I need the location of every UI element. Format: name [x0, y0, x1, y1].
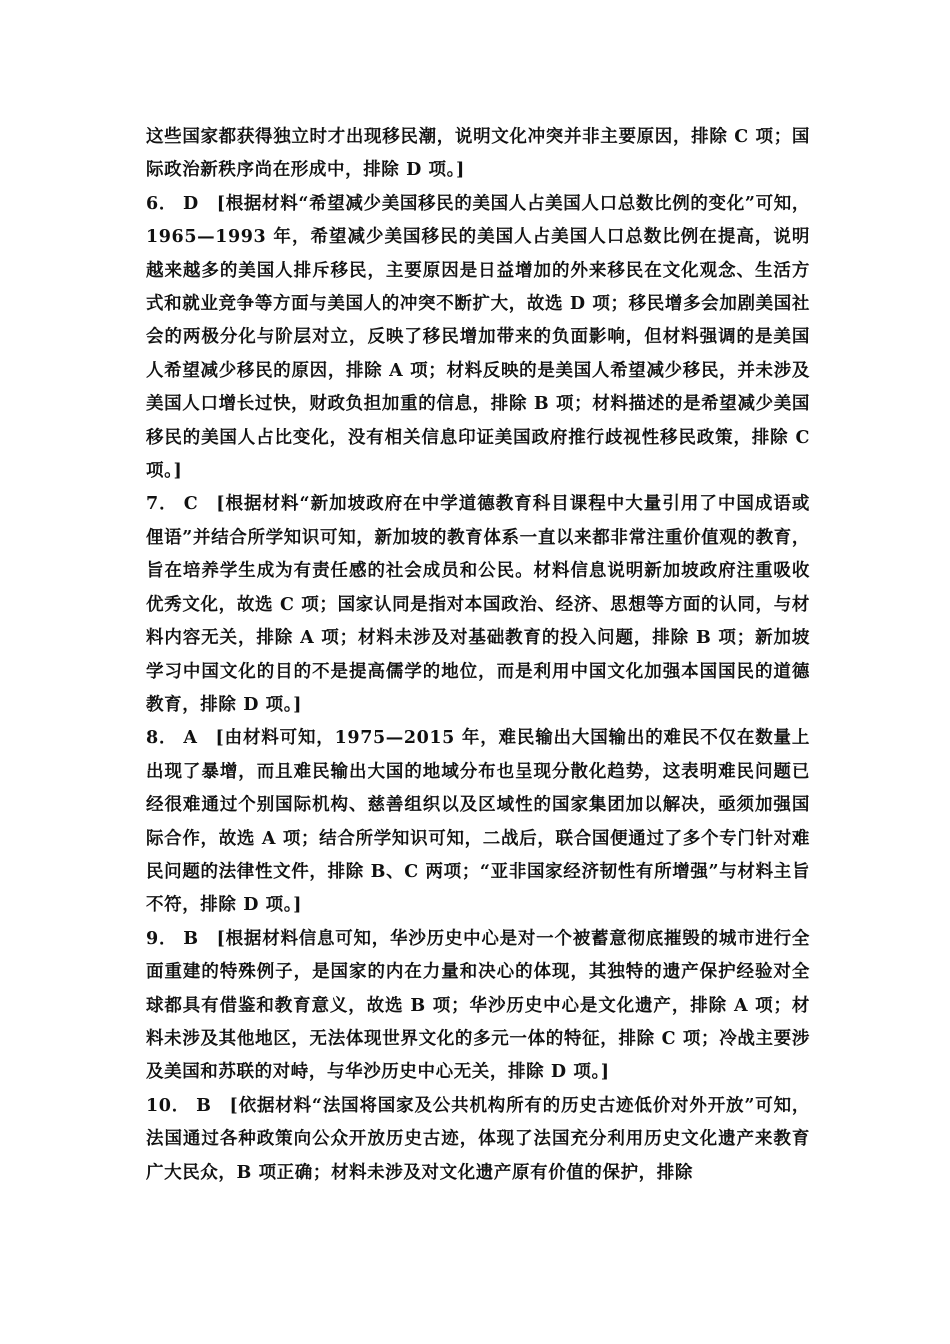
- answer-7-number: 7．: [146, 494, 178, 515]
- answer-9-explanation: [根据材料信息可知，华沙历史中心是对一个被蓄意彻底摧毁的城市进行全面重建的特殊例子，是国家的内在力量和决心的体现，其独特的遗产保护经验对全球都具有借鉴和教育意义，故选 B 项；华沙历史中心是文化遗产，排除 A 项；材料未涉及其他地区，无法体现世界文化的多元一体的特征，排除 C 项；冷战主要涉及美国和苏联的对峙，与华沙历史中心无关，排除 D 项。]: [146, 928, 810, 1083]
- answer-8-number: 8．: [146, 728, 178, 749]
- answer-6: [146, 188, 810, 489]
- answer-6-letter: D: [183, 193, 199, 214]
- answer-10-letter: B: [196, 1095, 212, 1116]
- answer-10-explanation: [依据材料“法国将国家及公共机构所有的历史古迹低价对外开放”可知，法国通过各种政策向公众开放历史古迹，体现了法国充分利用历史文化遗产来教育广大民众，B 项正确；材料未涉及对文化遗产原有价值的保护，排除: [146, 1095, 810, 1183]
- answer-8: [146, 722, 810, 922]
- answer-10: [146, 1090, 810, 1190]
- answer-9-number: 9．: [146, 928, 178, 949]
- answer-7: [146, 488, 810, 722]
- answer-6-explanation: [根据材料“希望减少美国移民的美国人占美国人口总数比例的变化”可知，1965—1993 年，希望减少美国移民的美国人占美国人口总数比例在提高，说明越来越多的美国人排斥移民，主要原因是日益增加的外来移民在文化观念、生活方式和就业竞争等方面与美国人的冲突不断扩大，故选 D 项；移民增多会加剧美国社会的两极分化与阶层对立，反映了移民增加带来的负面影响，但材料强调的是美国人希望减少移民的原因，排除 A 项；材料反映的是美国人希望减少移民，并未涉及美国人口增长过快，财政负担加重的信息，排除 B 项；材料描述的是希望减少美国移民的美国人占比变化，没有相关信息印证美国政府推行歧视性移民政策，排除 C 项。]: [146, 193, 810, 482]
- answer-8-letter: A: [183, 728, 198, 749]
- answer-explanations: [146, 121, 810, 1190]
- answer-7-explanation: [根据材料“新加坡政府在中学道德教育科目课程中大量引用了中国成语或俚语”并结合所学知识可知，新加坡的教育体系一直以来都非常注重价值观的教育，旨在培养学生成为有责任感的社会成员和公民。材料信息说明新加坡政府注重吸收优秀文化，故选 C 项；国家认同是指对本国政治、经济、思想等方面的认同，与材料内容无关，排除 A 项；材料未涉及对基础教育的投入问题，排除 B 项；新加坡学习中国文化的目的不是提高儒学的地位，而是利用中国文化加强本国国民的道德教育，排除 D 项。]: [146, 494, 810, 715]
- answer-9: [146, 923, 810, 1090]
- answer-9-letter: B: [183, 928, 199, 949]
- continuation-paragraph: 这些国家都获得独立时才出现移民潮，说明文化冲突并非主要原因，排除 C 项；国际政治新秩序尚在形成中，排除 D 项。]: [146, 127, 810, 181]
- answer-10-number: 10．: [146, 1095, 191, 1116]
- answer-8-explanation: [由材料可知，1975—2015 年，难民输出大国输出的难民不仅在数量上出现了暴增，而且难民输出大国的地域分布也呈现分散化趋势，这表明难民问题已经很难通过个别国际机构、慈善组织以及区域性的国家集团加以解决，亟须加强国际合作，故选 A 项；结合所学知识可知，二战后，联合国便通过了多个专门针对难民问题的法律性文件，排除 B、C 两项；“亚非国家经济韧性有所增强”与材料主旨不符，排除 D 项。]: [146, 728, 810, 916]
- answer-7-letter: C: [183, 494, 199, 515]
- answer-6-number: 6．: [146, 193, 177, 214]
